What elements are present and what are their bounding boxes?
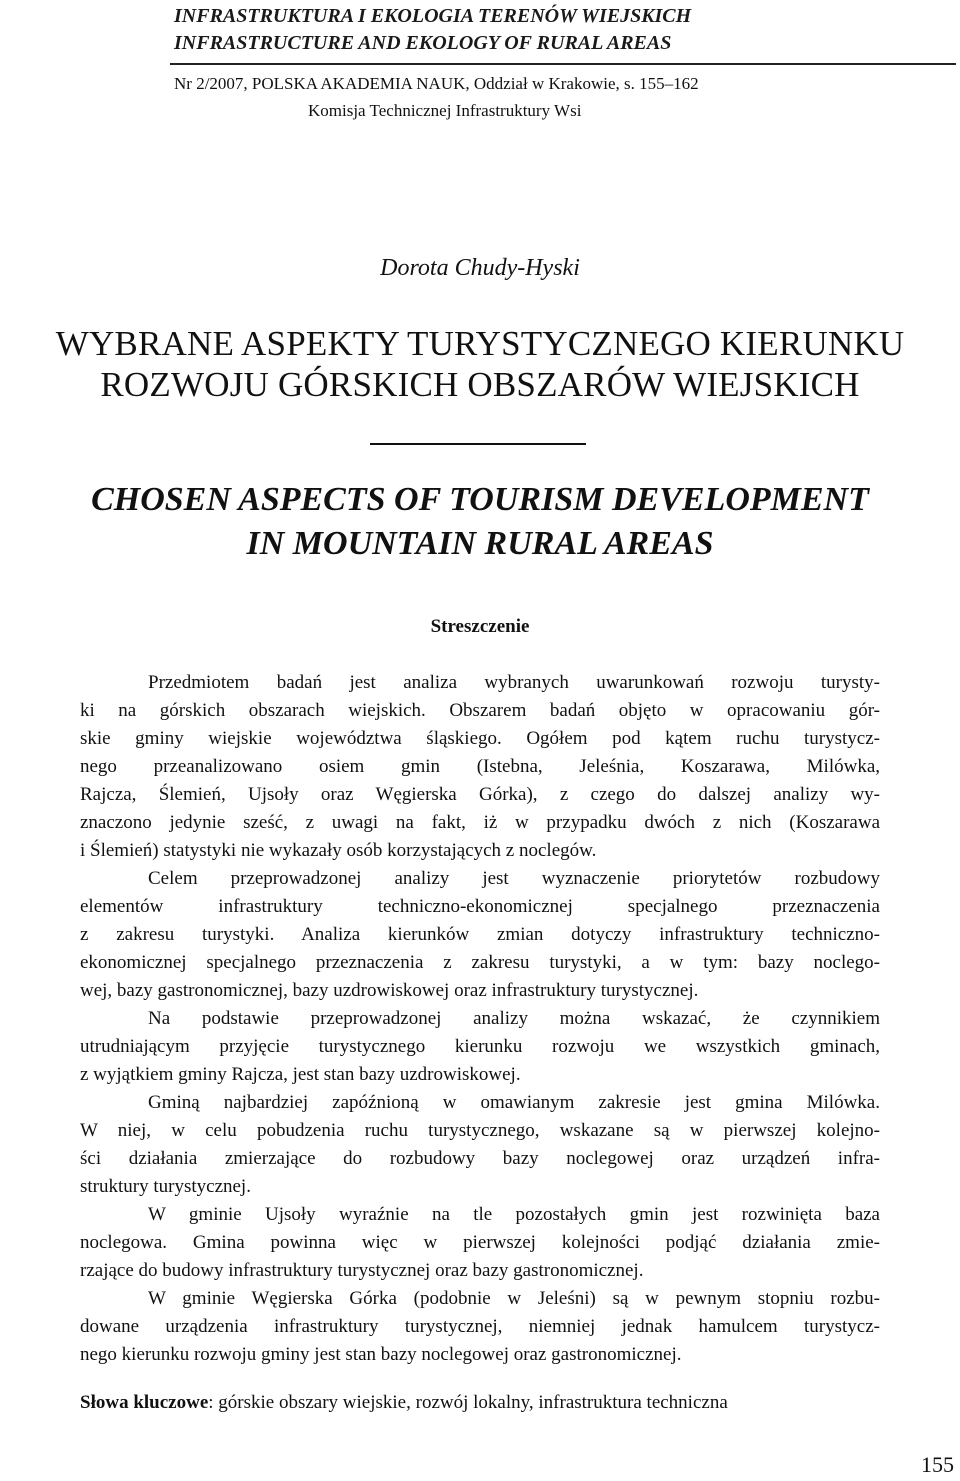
- abstract-line: W gminie Ujsoły wyraźnie na tle pozostałych gmin jest rozwinięta baza: [148, 1204, 880, 1225]
- keywords-line: [80, 1389, 880, 1417]
- page-number: 155: [921, 1452, 954, 1477]
- abstract-line: dowane urządzenia infrastruktury turystycznej, niemniej jednak hamulcem turystycz-: [80, 1316, 880, 1337]
- abstract-line: utrudniającym przyjęcie turystycznego kierunku rozwoju we wszystkich gminach,: [80, 1036, 880, 1057]
- abstract-paragraph: [80, 1005, 880, 1089]
- abstract-line: z zakresu turystyki. Analiza kierunków zmian dotyczy infrastruktury techniczno-: [80, 924, 880, 945]
- abstract-line: z wyjątkiem gminy Rajcza, jest stan bazy uzdrowiskowej.: [80, 1064, 521, 1085]
- abstract-line: nego przeanalizowano osiem gmin (Istebna, Jeleśnia, Koszarawa, Milówka,: [80, 756, 880, 777]
- abstract-paragraph: [80, 1201, 880, 1285]
- abstract-line: struktury turystycznej.: [80, 1176, 251, 1197]
- abstract-line: ki na górskich obszarach wiejskich. Obszarem badań objęto w opracowaniu gór-: [80, 700, 880, 721]
- abstract-line: wej, bazy gastronomicznej, bazy uzdrowiskowej oraz infrastruktury turystycznej.: [80, 980, 699, 1001]
- keywords-text: : górskie obszary wiejskie, rozwój lokalny, infrastruktura techniczna: [208, 1392, 728, 1413]
- abstract-paragraph: [80, 669, 880, 865]
- abstract-line: i Ślemień) statystyki nie wykazały osób korzystających z noclegów.: [80, 840, 597, 861]
- abstract-line: Na podstawie przeprowadzonej analizy można wskazać, że czynnikiem: [148, 1008, 880, 1029]
- journal-title-pl: INFRASTRUKTURA I EKOLOGIA TERENÓW WIEJSKICH: [174, 5, 692, 27]
- abstract-line: elementów infrastruktury techniczno-ekonomicznej specjalnego przeznaczenia: [80, 896, 880, 917]
- abstract-line: skie gminy wiejskie województwa śląskiego. Ogółem pod kątem ruchu turystycz-: [80, 728, 880, 749]
- abstract-paragraph: [80, 865, 880, 1005]
- abstract-line: ekonomicznej specjalnego przeznaczenia z zakresu turystyki, a w tym: bazy noclego-: [80, 952, 880, 973]
- title-polish-line: ROZWOJU GÓRSKICH OBSZARÓW WIEJSKICH: [100, 365, 860, 404]
- title-polish: [0, 323, 960, 405]
- abstract-line: W niej, w celu pobudzenia ruchu turystycznego, wskazane są w pierwszej kolejno-: [80, 1120, 880, 1141]
- keywords-label: Słowa kluczowe: [80, 1392, 209, 1413]
- abstract-paragraph: [80, 1089, 880, 1201]
- abstract-paragraph: [80, 1285, 880, 1369]
- title-english-line: CHOSEN ASPECTS OF TOURISM DEVELOPMENT: [91, 481, 869, 518]
- abstract-line: noclegowa. Gmina powinna więc w pierwszej kolejności podjąć działania zmie-: [80, 1232, 880, 1253]
- abstract-line: Gminą najbardziej zapóźnioną w omawianym zakresie jest gmina Milówka.: [148, 1092, 880, 1113]
- journal-title-en: INFRASTRUCTURE AND EKOLOGY OF RURAL AREAS: [174, 32, 672, 54]
- abstract-line: znaczono jedynie sześć, z uwagi na fakt, iż w przypadku dwóch z nich (Koszarawa: [80, 812, 880, 833]
- author-name: Dorota Chudy-Hyski: [380, 255, 580, 281]
- abstract-line: rzające do budowy infrastruktury turystycznej oraz bazy gastronomicznej.: [80, 1260, 644, 1281]
- title-english: [0, 478, 960, 566]
- abstract-line: Przedmiotem badań jest analiza wybranych uwarunkowań rozwoju turysty-: [148, 672, 880, 693]
- header-divider: [170, 63, 956, 65]
- abstract-line: Rajcza, Ślemień, Ujsoły oraz Węgierska Górka), z czego do dalszej analizy wy-: [80, 784, 880, 805]
- title-english-line: IN MOUNTAIN RURAL AREAS: [246, 525, 714, 562]
- abstract-line: Celem przeprowadzonej analizy jest wyznaczenie priorytetów rozbudowy: [148, 868, 880, 889]
- title-polish-line: WYBRANE ASPEKTY TURYSTYCZNEGO KIERUNKU: [55, 324, 905, 363]
- abstract-heading: Streszczenie: [430, 616, 530, 637]
- title-divider: [370, 443, 586, 445]
- issue-info: Nr 2/2007, POLSKA AKADEMIA NAUK, Oddział w Krakowie, s. 155–162: [174, 74, 699, 93]
- abstract-body: [80, 669, 880, 1369]
- abstract-line: W gminie Węgierska Górka (podobnie w Jeleśni) są w pewnym stopniu rozbu-: [148, 1288, 880, 1309]
- abstract-line: nego kierunku rozwoju gminy jest stan bazy noclegowej oraz gastronomicznej.: [80, 1344, 682, 1365]
- commission-name: Komisja Technicznej Infrastruktury Wsi: [308, 101, 582, 120]
- abstract-line: ści działania zmierzające do rozbudowy bazy noclegowej oraz urządzeń infra-: [80, 1148, 880, 1169]
